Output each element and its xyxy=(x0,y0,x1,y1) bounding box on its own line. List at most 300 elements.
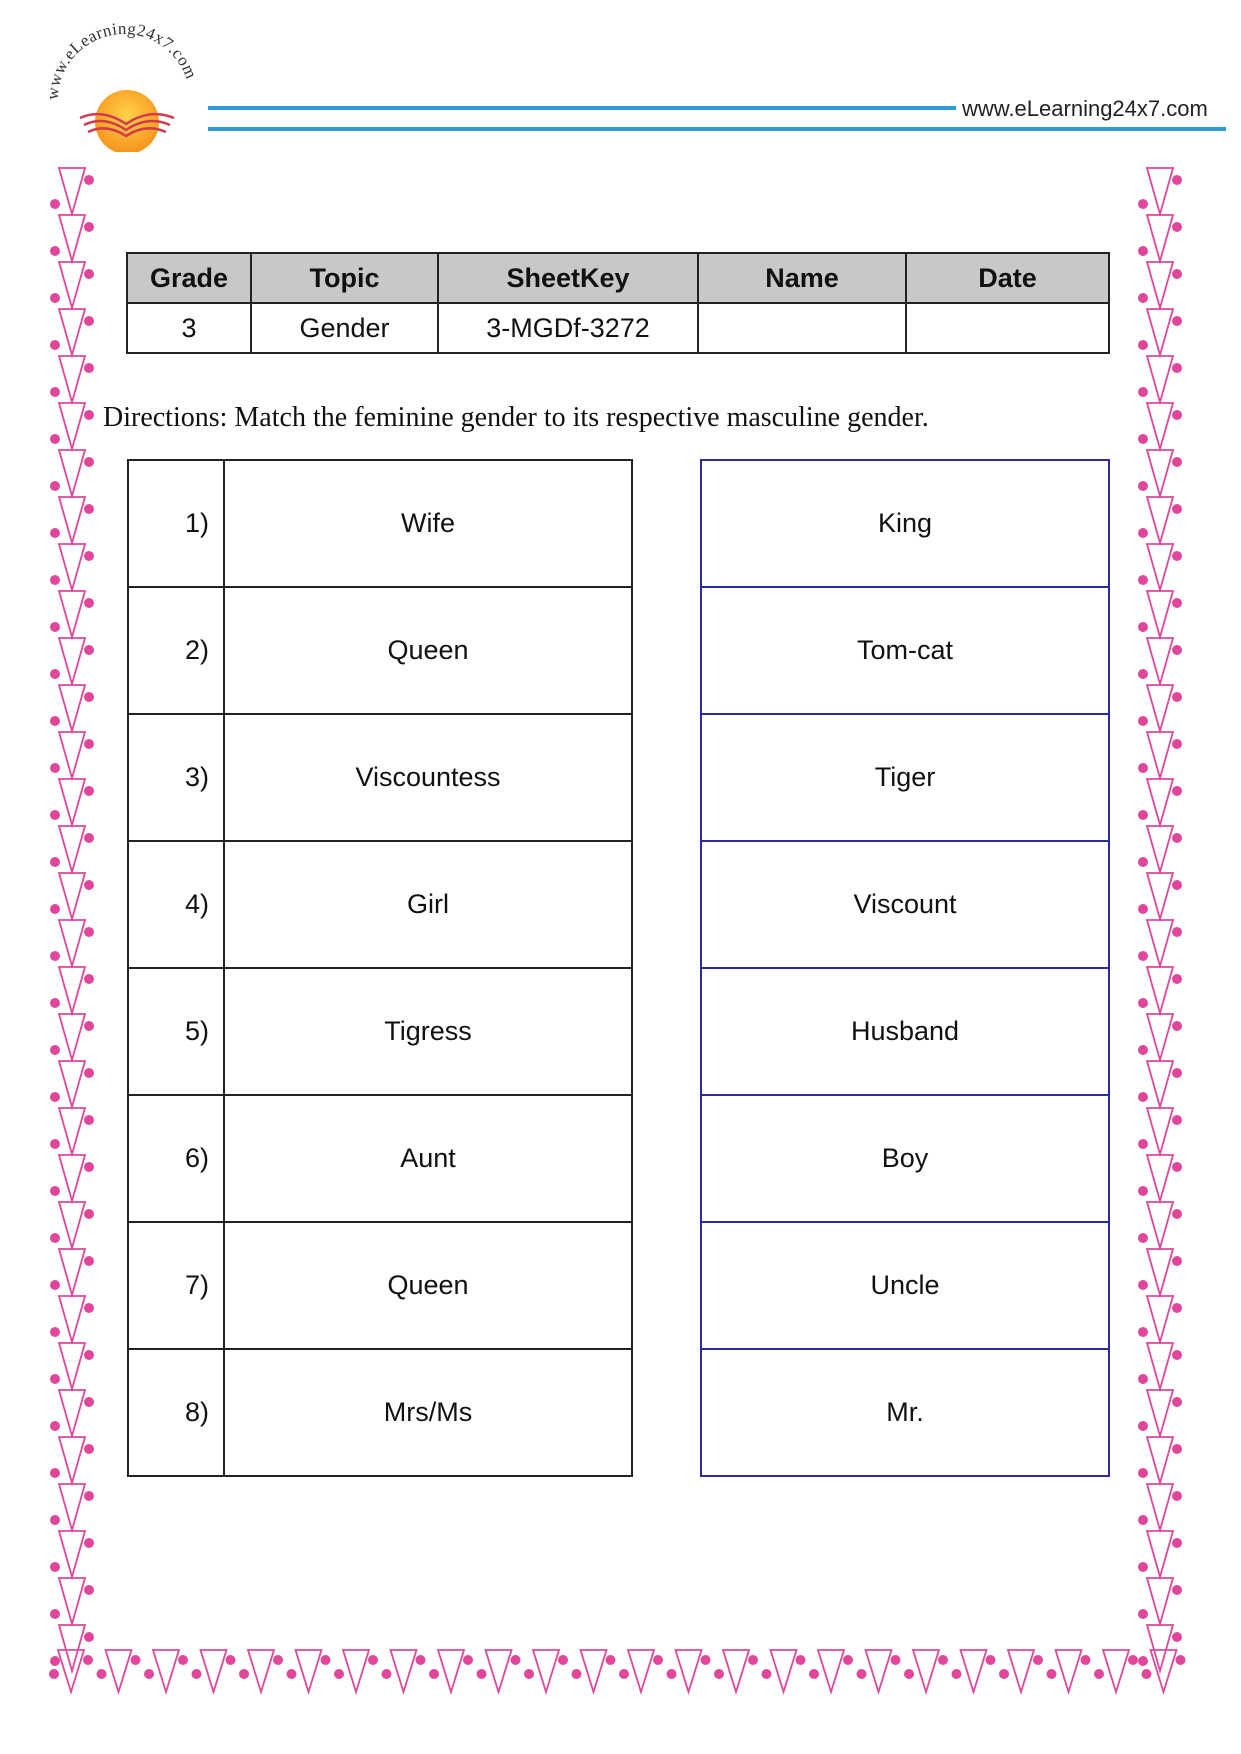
border-dot xyxy=(1172,457,1182,467)
border-triangle xyxy=(1147,168,1173,214)
table-row xyxy=(701,1349,1109,1476)
border-triangle xyxy=(1147,1578,1173,1624)
border-triangle xyxy=(866,1650,892,1692)
border-dot xyxy=(1138,998,1148,1008)
border-dot xyxy=(84,222,94,232)
border-dot xyxy=(50,1421,60,1431)
border-dot xyxy=(524,1669,534,1679)
border-triangle xyxy=(59,873,85,919)
border-triangle xyxy=(771,1650,797,1692)
border-dot xyxy=(1138,340,1148,350)
border-dot xyxy=(1138,1562,1148,1572)
border-triangle xyxy=(1147,1061,1173,1107)
border-dot xyxy=(477,1669,487,1679)
border-dot xyxy=(1138,1327,1148,1337)
border-dot xyxy=(273,1655,283,1665)
border-dot xyxy=(50,575,60,585)
border-dot xyxy=(1138,481,1148,491)
border-dot xyxy=(1081,1655,1091,1665)
border-triangle xyxy=(1147,920,1173,966)
border-dot xyxy=(50,1139,60,1149)
border-dot xyxy=(619,1669,629,1679)
border-triangle xyxy=(59,356,85,402)
border-dot xyxy=(84,1632,94,1642)
border-triangle xyxy=(58,1650,84,1692)
border-triangle xyxy=(1147,1202,1173,1248)
border-dot xyxy=(1138,1280,1148,1290)
border-dot xyxy=(50,998,60,1008)
border-triangle xyxy=(1147,497,1173,543)
feminine-word: Girl xyxy=(224,841,632,968)
border-dot xyxy=(1138,575,1148,585)
border-dot xyxy=(50,1609,60,1619)
border-dot xyxy=(50,810,60,820)
feminine-table xyxy=(127,459,633,1477)
border-triangle xyxy=(1008,1650,1034,1692)
border-triangle xyxy=(1147,215,1173,261)
border-dot xyxy=(1138,1233,1148,1243)
border-dot xyxy=(382,1669,392,1679)
border-triangle xyxy=(1147,685,1173,731)
border-dot xyxy=(667,1669,677,1679)
border-dot xyxy=(463,1655,473,1665)
border-triangle xyxy=(961,1650,987,1692)
border-dot xyxy=(84,504,94,514)
border-dot xyxy=(748,1655,758,1665)
border-triangle xyxy=(201,1650,227,1692)
border-dot xyxy=(1172,786,1182,796)
border-dot xyxy=(1172,1444,1182,1454)
masculine-word: Viscount xyxy=(701,841,1109,968)
border-triangle xyxy=(1147,638,1173,684)
border-dot xyxy=(891,1655,901,1665)
border-triangle xyxy=(59,215,85,261)
border-triangle xyxy=(818,1650,844,1692)
border-dot xyxy=(416,1655,426,1665)
border-dot xyxy=(84,363,94,373)
border-dot xyxy=(857,1669,867,1679)
table-row xyxy=(701,1095,1109,1222)
border-dot xyxy=(50,1327,60,1337)
border-dot xyxy=(50,387,60,397)
border-dot xyxy=(1138,1374,1148,1384)
name-field[interactable] xyxy=(698,303,906,353)
border-dot xyxy=(843,1655,853,1665)
border-dot xyxy=(1172,316,1182,326)
border-dot xyxy=(84,1021,94,1031)
border-triangle xyxy=(1147,591,1173,637)
border-dot xyxy=(178,1655,188,1665)
border-dot xyxy=(84,1209,94,1219)
masculine-word: Tiger xyxy=(701,714,1109,841)
border-triangle xyxy=(913,1650,939,1692)
border-dot xyxy=(1138,1092,1148,1102)
border-triangle xyxy=(581,1650,607,1692)
border-dot xyxy=(50,857,60,867)
border-triangle xyxy=(343,1650,369,1692)
border-dot xyxy=(1033,1655,1043,1665)
border-triangle xyxy=(59,1202,85,1248)
border-dot xyxy=(558,1655,568,1665)
border-triangle xyxy=(59,779,85,825)
border-triangle xyxy=(676,1650,702,1692)
border-dot xyxy=(1172,927,1182,937)
table-row xyxy=(701,1222,1109,1349)
feminine-word: Queen xyxy=(224,1222,632,1349)
border-dot xyxy=(84,786,94,796)
border-dot xyxy=(653,1655,663,1665)
border-dot xyxy=(50,199,60,209)
border-dot xyxy=(1047,1669,1057,1679)
border-dot xyxy=(1172,551,1182,561)
border-dot xyxy=(84,927,94,937)
border-triangle xyxy=(1147,1014,1173,1060)
border-dot xyxy=(1172,1632,1182,1642)
border-dot xyxy=(511,1655,521,1665)
border-triangle xyxy=(59,1014,85,1060)
border-dot xyxy=(50,528,60,538)
border-triangle xyxy=(59,1155,85,1201)
border-dot xyxy=(1172,269,1182,279)
border-dot xyxy=(1172,880,1182,890)
item-number: 2) xyxy=(128,587,224,714)
table-row xyxy=(128,1349,632,1476)
border-triangle xyxy=(1147,1343,1173,1389)
border-dot xyxy=(50,1280,60,1290)
border-dot xyxy=(50,763,60,773)
masculine-word: Mr. xyxy=(701,1349,1109,1476)
border-dot xyxy=(84,269,94,279)
header-url[interactable]: www.eLearning24x7.com xyxy=(962,96,1208,121)
border-dot xyxy=(50,1233,60,1243)
border-dot xyxy=(84,1162,94,1172)
border-dot xyxy=(50,1656,60,1666)
border-triangle xyxy=(59,450,85,496)
item-number: 1) xyxy=(128,460,224,587)
border-dot xyxy=(1172,692,1182,702)
border-dot xyxy=(1138,1468,1148,1478)
border-triangle xyxy=(1147,262,1173,308)
table-row xyxy=(701,460,1109,587)
border-dot xyxy=(1094,1669,1104,1679)
item-number: 8) xyxy=(128,1349,224,1476)
border-triangle xyxy=(296,1650,322,1692)
border-triangle xyxy=(1147,826,1173,872)
border-triangle xyxy=(59,591,85,637)
border-dot xyxy=(84,974,94,984)
border-triangle xyxy=(59,544,85,590)
header-date: Date xyxy=(906,253,1109,303)
border-dot xyxy=(84,1538,94,1548)
masculine-word: Uncle xyxy=(701,1222,1109,1349)
border-triangle xyxy=(59,685,85,731)
border-dot xyxy=(606,1655,616,1665)
item-number: 5) xyxy=(128,968,224,1095)
border-dot xyxy=(1172,1585,1182,1595)
border-dot xyxy=(1128,1655,1138,1665)
border-triangle xyxy=(59,1249,85,1295)
border-dot xyxy=(84,457,94,467)
border-dot xyxy=(50,951,60,961)
border-dot xyxy=(1172,175,1182,185)
border-triangle xyxy=(59,920,85,966)
border-dot xyxy=(84,833,94,843)
border-triangle xyxy=(533,1650,559,1692)
border-triangle xyxy=(106,1650,132,1692)
border-dot xyxy=(1138,1045,1148,1055)
border-dot xyxy=(50,293,60,303)
border-dot xyxy=(1138,246,1148,256)
border-triangle xyxy=(59,1484,85,1530)
border-triangle xyxy=(1147,450,1173,496)
border-dot xyxy=(50,716,60,726)
border-dot xyxy=(762,1669,772,1679)
feminine-word: Aunt xyxy=(224,1095,632,1222)
border-dot xyxy=(1172,974,1182,984)
border-dot xyxy=(1172,1350,1182,1360)
border-dot xyxy=(84,316,94,326)
border-dot xyxy=(84,1256,94,1266)
border-dot xyxy=(83,1655,93,1665)
border-dot xyxy=(1172,504,1182,514)
border-dot xyxy=(50,1468,60,1478)
border-triangle xyxy=(59,1061,85,1107)
border-triangle xyxy=(59,168,85,214)
border-dot xyxy=(192,1669,202,1679)
border-dot xyxy=(1138,904,1148,914)
border-dot xyxy=(84,1068,94,1078)
border-triangle xyxy=(59,1437,85,1483)
topic-value: Gender xyxy=(251,303,438,353)
border-triangle xyxy=(59,967,85,1013)
border-dot xyxy=(84,551,94,561)
border-dot xyxy=(1138,951,1148,961)
table-row xyxy=(701,587,1109,714)
border-dot xyxy=(1172,833,1182,843)
directions-text: Directions: Match the feminine gender to its respective masculine gender. xyxy=(103,402,929,433)
border-dot xyxy=(1172,739,1182,749)
border-triangle xyxy=(1147,967,1173,1013)
info-table xyxy=(126,252,1110,354)
border-dot xyxy=(84,1303,94,1313)
border-dot xyxy=(50,340,60,350)
feminine-word: Viscountess xyxy=(224,714,632,841)
border-dot xyxy=(938,1655,948,1665)
border-triangle xyxy=(1147,1531,1173,1577)
border-dot xyxy=(1138,1186,1148,1196)
border-triangle xyxy=(59,497,85,543)
border-triangle xyxy=(628,1650,654,1692)
border-dot xyxy=(1172,1256,1182,1266)
border-triangle xyxy=(153,1650,179,1692)
logo-text: www.eLearning24x7.com xyxy=(42,22,202,101)
border-triangle xyxy=(1147,779,1173,825)
border-dot xyxy=(952,1669,962,1679)
grade-value: 3 xyxy=(127,303,251,353)
header-topic: Topic xyxy=(251,253,438,303)
border-dot xyxy=(84,410,94,420)
border-triangle xyxy=(1147,544,1173,590)
border-dot xyxy=(368,1655,378,1665)
border-dot xyxy=(1172,1021,1182,1031)
item-number: 4) xyxy=(128,841,224,968)
border-dot xyxy=(1172,222,1182,232)
border-triangle xyxy=(1147,1108,1173,1154)
table-row xyxy=(701,714,1109,841)
border-triangle xyxy=(1147,1625,1173,1671)
border-dot xyxy=(1138,293,1148,303)
masculine-word: Tom-cat xyxy=(701,587,1109,714)
border-dot xyxy=(84,1444,94,1454)
border-dot xyxy=(84,1491,94,1501)
feminine-word: Queen xyxy=(224,587,632,714)
border-triangle xyxy=(486,1650,512,1692)
border-triangle xyxy=(59,262,85,308)
border-dot xyxy=(1138,763,1148,773)
border-dot xyxy=(50,246,60,256)
masculine-word: Husband xyxy=(701,968,1109,1095)
item-number: 3) xyxy=(128,714,224,841)
border-dot xyxy=(1172,598,1182,608)
border-triangle xyxy=(59,638,85,684)
border-dot xyxy=(1138,810,1148,820)
border-dot xyxy=(50,1045,60,1055)
border-dot xyxy=(1172,1209,1182,1219)
border-dot xyxy=(226,1655,236,1665)
border-dot xyxy=(1172,1397,1182,1407)
border-dot xyxy=(904,1669,914,1679)
border-triangle xyxy=(1147,1437,1173,1483)
border-dot xyxy=(1138,528,1148,538)
border-dot xyxy=(1138,857,1148,867)
border-triangle xyxy=(59,826,85,872)
border-dot xyxy=(1138,387,1148,397)
border-dot xyxy=(84,175,94,185)
table-row xyxy=(701,841,1109,968)
border-dot xyxy=(1138,1139,1148,1149)
border-dot xyxy=(84,598,94,608)
border-dot xyxy=(84,1115,94,1125)
border-dot xyxy=(84,739,94,749)
border-triangle xyxy=(1147,403,1173,449)
border-dot xyxy=(50,622,60,632)
border-dot xyxy=(50,1092,60,1102)
border-dot xyxy=(131,1655,141,1665)
border-triangle xyxy=(1147,1155,1173,1201)
date-field[interactable] xyxy=(906,303,1109,353)
border-dot xyxy=(239,1669,249,1679)
table-row xyxy=(128,1095,632,1222)
sheetkey-value: 3-MGDf-3272 xyxy=(438,303,698,353)
border-dot xyxy=(1138,434,1148,444)
border-triangle xyxy=(1147,732,1173,778)
table-row xyxy=(128,587,632,714)
border-triangle xyxy=(59,403,85,449)
border-triangle xyxy=(1147,1296,1173,1342)
header-grade: Grade xyxy=(127,253,251,303)
border-triangle xyxy=(1147,1249,1173,1295)
border-dot xyxy=(84,1350,94,1360)
border-dot xyxy=(1172,363,1182,373)
border-triangle xyxy=(59,309,85,355)
item-number: 7) xyxy=(128,1222,224,1349)
border-dot xyxy=(1172,1115,1182,1125)
border-dot xyxy=(84,645,94,655)
table-row xyxy=(128,841,632,968)
border-triangle xyxy=(1147,309,1173,355)
border-triangle xyxy=(59,1390,85,1436)
table-row xyxy=(701,968,1109,1095)
border-dot xyxy=(1172,1538,1182,1548)
border-dot xyxy=(1138,669,1148,679)
border-dot xyxy=(50,481,60,491)
border-triangle xyxy=(391,1650,417,1692)
border-dot xyxy=(50,669,60,679)
border-dot xyxy=(50,1374,60,1384)
border-dot xyxy=(796,1655,806,1665)
border-dot xyxy=(50,904,60,914)
feminine-word: Mrs/Ms xyxy=(224,1349,632,1476)
border-triangle xyxy=(59,1108,85,1154)
border-dot xyxy=(1172,1068,1182,1078)
border-dot xyxy=(84,1397,94,1407)
item-number: 6) xyxy=(128,1095,224,1222)
border-triangle xyxy=(59,1578,85,1624)
border-dot xyxy=(1138,622,1148,632)
feminine-word: Tigress xyxy=(224,968,632,1095)
border-triangle xyxy=(1103,1650,1129,1692)
feminine-word: Wife xyxy=(224,460,632,587)
border-dot xyxy=(1138,1656,1148,1666)
border-triangle xyxy=(1147,356,1173,402)
border-triangle xyxy=(59,732,85,778)
border-dot xyxy=(1142,1669,1152,1679)
border-dot xyxy=(287,1669,297,1679)
border-dot xyxy=(999,1669,1009,1679)
border-dot xyxy=(321,1655,331,1665)
border-triangle xyxy=(59,1343,85,1389)
border-dot xyxy=(701,1655,711,1665)
header-sheetkey: SheetKey xyxy=(438,253,698,303)
border-dot xyxy=(97,1669,107,1679)
border-dot xyxy=(1172,410,1182,420)
border-dot xyxy=(714,1669,724,1679)
border-dot xyxy=(1172,1491,1182,1501)
border-dot xyxy=(50,1515,60,1525)
border-triangle xyxy=(1147,1390,1173,1436)
border-dot xyxy=(1172,1162,1182,1172)
border-dot xyxy=(809,1669,819,1679)
border-triangle xyxy=(59,1531,85,1577)
border-dot xyxy=(50,434,60,444)
border-dot xyxy=(986,1655,996,1665)
border-triangle xyxy=(1147,873,1173,919)
masculine-word: King xyxy=(701,460,1109,587)
border-dot xyxy=(1172,645,1182,655)
border-dot xyxy=(572,1669,582,1679)
border-dot xyxy=(1138,1515,1148,1525)
border-dot xyxy=(1172,1303,1182,1313)
border-dot xyxy=(50,1186,60,1196)
border-dot xyxy=(1176,1655,1186,1665)
border-dot xyxy=(1138,1421,1148,1431)
border-dot xyxy=(84,880,94,890)
table-row xyxy=(128,714,632,841)
masculine-word: Boy xyxy=(701,1095,1109,1222)
border-triangle xyxy=(59,1296,85,1342)
border-triangle xyxy=(1056,1650,1082,1692)
border-dot xyxy=(84,1585,94,1595)
